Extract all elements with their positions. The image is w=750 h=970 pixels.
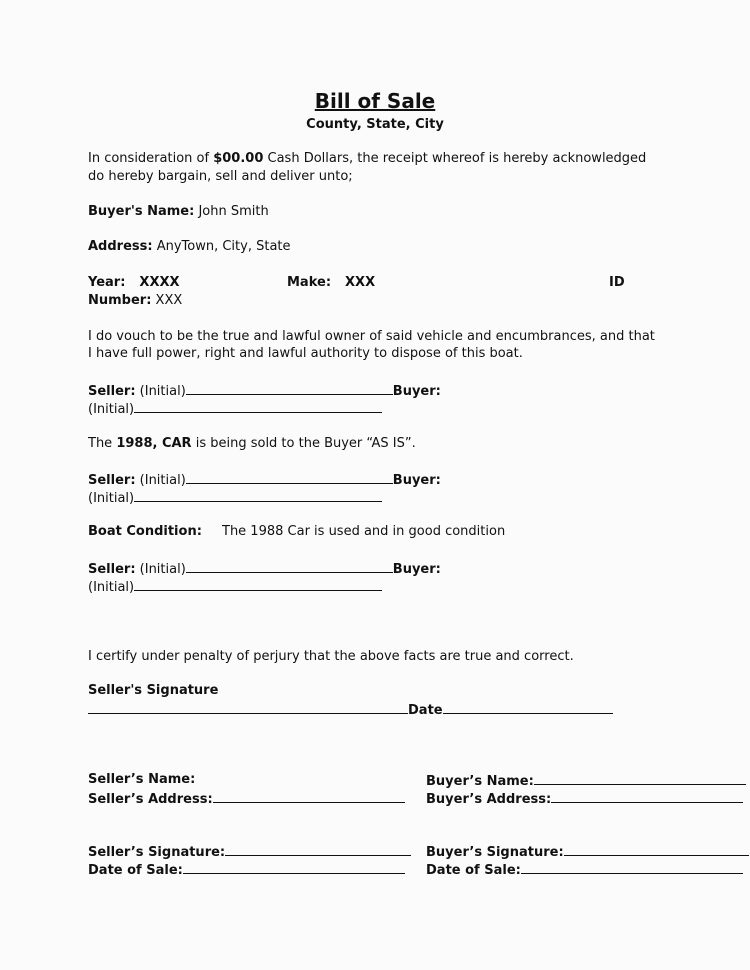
as-is-text: The bbox=[88, 436, 117, 451]
id-number-row bbox=[88, 292, 182, 310]
intro-text: Cash Dollars, the receipt whereof is hereby acknowledged bbox=[263, 151, 647, 166]
address-row bbox=[88, 238, 291, 256]
signature-date-row bbox=[88, 700, 613, 720]
initials-row bbox=[88, 381, 441, 401]
year-value: XXXX bbox=[139, 275, 180, 290]
sale-amount: $00.00 bbox=[213, 151, 264, 166]
seller-address-row bbox=[88, 789, 405, 809]
seller-initial-field[interactable] bbox=[186, 559, 393, 573]
intro-line-1 bbox=[88, 150, 646, 168]
seller-name-row bbox=[88, 771, 195, 789]
seller-label: Seller: bbox=[88, 562, 136, 577]
seller-date-label: Date of Sale: bbox=[88, 863, 183, 878]
buyer-signature-row bbox=[426, 842, 749, 862]
buyer-address-label: Buyer’s Address: bbox=[426, 792, 552, 807]
vehicle-name: 1988, CAR bbox=[116, 436, 192, 451]
document-title: Bill of Sale bbox=[314, 89, 436, 113]
seller-signature-field[interactable] bbox=[88, 700, 408, 714]
initials-row bbox=[88, 559, 441, 579]
seller-name-label: Seller’s Name: bbox=[88, 772, 196, 787]
buyer-signature-label: Buyer’s Signature: bbox=[426, 845, 564, 860]
buyer-name-field[interactable] bbox=[534, 771, 746, 785]
initial-label: (Initial) bbox=[88, 580, 135, 595]
buyer-label: Buyer: bbox=[392, 473, 441, 488]
condition-value: The 1988 Car is used and in good condition bbox=[222, 524, 506, 539]
seller-address-label: Seller’s Address: bbox=[88, 792, 213, 807]
seller-initial-field[interactable] bbox=[186, 470, 393, 484]
buyer-label: Buyer: bbox=[392, 384, 441, 399]
seller-date-field[interactable] bbox=[183, 860, 405, 874]
buyer-date-row bbox=[426, 860, 743, 880]
initial-label: (Initial) bbox=[135, 473, 186, 488]
document-subtitle: County, State, City bbox=[306, 117, 444, 132]
buyer-name-row bbox=[88, 203, 269, 221]
buyer-signature-field[interactable] bbox=[564, 842, 749, 856]
address-value: AnyTown, City, State bbox=[152, 239, 291, 254]
buyer-date-label: Date of Sale: bbox=[426, 863, 521, 878]
id-label bbox=[609, 274, 625, 292]
buyer-name-label: Buyer's Name: bbox=[88, 204, 195, 219]
date-label: Date bbox=[408, 703, 443, 718]
seller-signature-label-text: Seller's Signature bbox=[88, 683, 219, 698]
initials-row-2 bbox=[88, 399, 382, 419]
vouch-line-2: I have full power, right and lawful authority to dispose of this boat. bbox=[88, 346, 523, 361]
buyer-address-field[interactable] bbox=[551, 789, 743, 803]
as-is-text: is being sold to the Buyer “AS IS”. bbox=[191, 436, 416, 451]
seller-signature-label: Seller’s Signature: bbox=[88, 845, 226, 860]
seller-label: Seller: bbox=[88, 384, 136, 399]
buyer-label: Buyer: bbox=[392, 562, 441, 577]
seller-address-field[interactable] bbox=[213, 789, 405, 803]
vouch-line-1: I do vouch to be the true and lawful owner of said vehicle and encumbrances, and that bbox=[88, 329, 655, 344]
initials-row bbox=[88, 470, 441, 490]
seller-signature-row bbox=[88, 842, 411, 862]
seller-date-row bbox=[88, 860, 405, 880]
make-value: XXX bbox=[345, 275, 376, 290]
initials-row-2 bbox=[88, 488, 382, 508]
initial-label: (Initial) bbox=[135, 384, 186, 399]
address-label: Address: bbox=[88, 239, 153, 254]
buyer-address-row bbox=[426, 789, 743, 809]
id-number-label: Number: bbox=[88, 293, 152, 308]
intro-line-2: do hereby bargain, sell and deliver unto; bbox=[88, 169, 353, 184]
buyer-initial-field[interactable] bbox=[134, 399, 382, 413]
id-label-text: ID bbox=[609, 275, 625, 290]
buyer-initial-field[interactable] bbox=[134, 577, 382, 591]
condition-label bbox=[88, 523, 202, 541]
buyer-date-field[interactable] bbox=[521, 860, 743, 874]
initials-row-2 bbox=[88, 577, 382, 597]
as-is-statement bbox=[88, 435, 416, 453]
condition-label-text: Boat Condition: bbox=[88, 524, 202, 539]
buyer-name-value: John Smith bbox=[194, 204, 269, 219]
initial-label: (Initial) bbox=[135, 562, 186, 577]
initial-label: (Initial) bbox=[88, 491, 135, 506]
date-field[interactable] bbox=[443, 700, 613, 714]
year-label: Year: bbox=[88, 275, 126, 290]
seller-signature-label bbox=[88, 682, 218, 700]
intro-text: In consideration of bbox=[88, 151, 214, 166]
initial-label: (Initial) bbox=[88, 402, 135, 417]
id-number-value: XXX bbox=[151, 293, 183, 308]
make-row bbox=[287, 274, 375, 292]
buyer-name-label: Buyer’s Name: bbox=[426, 774, 534, 789]
year-row bbox=[88, 274, 180, 292]
make-label: Make: bbox=[287, 275, 332, 290]
seller-label: Seller: bbox=[88, 473, 136, 488]
buyer-initial-field[interactable] bbox=[134, 488, 382, 502]
seller-initial-field[interactable] bbox=[186, 381, 393, 395]
buyer-name-row bbox=[426, 771, 746, 791]
certify-statement: I certify under penalty of perjury that the above facts are true and correct. bbox=[88, 649, 574, 664]
seller-signature-field[interactable] bbox=[225, 842, 411, 856]
